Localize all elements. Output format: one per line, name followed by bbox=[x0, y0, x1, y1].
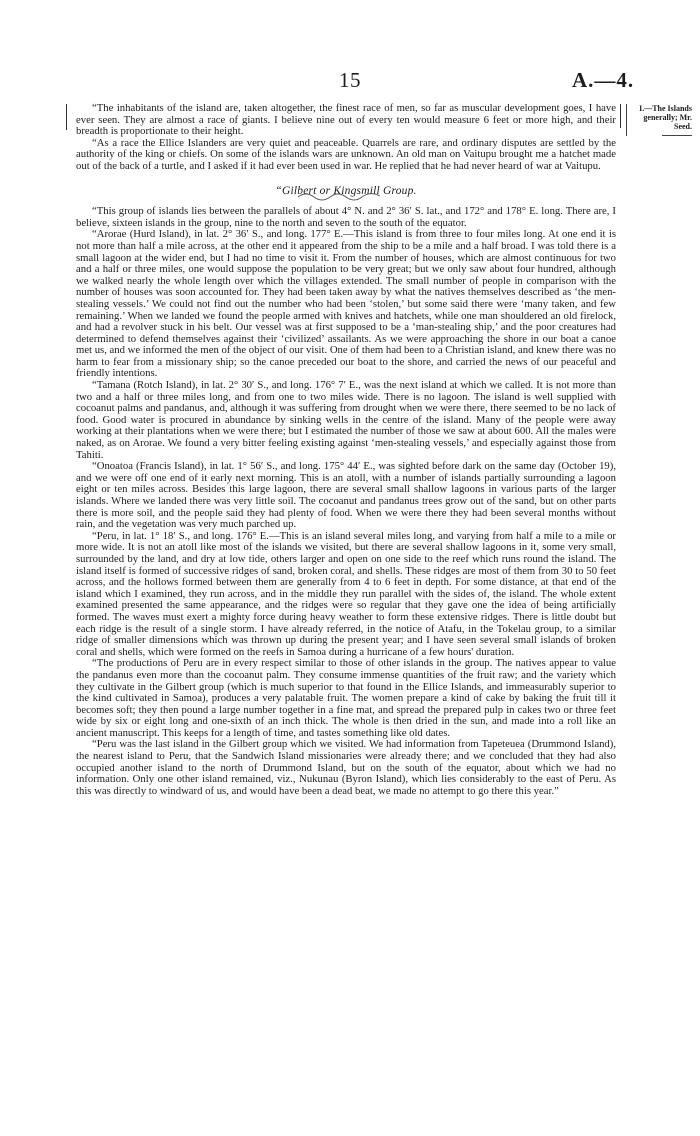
paragraph: “This group of islands lies between the parallels of about 4° N. and 2° 36′ S. lat., and 172° and 178° E. long. There are, I believe, sixteen islands in the group, nine to the north and seven to the south of the equator. bbox=[76, 205, 616, 229]
paragraph: “Peru, in lat. 1° 18′ S., and long. 176° E.—This is an island several miles long, and varying from half a mile to a mile or more wide. It is not an atoll like most of the islands we visited, but there are several shallow lagoons in it, some very small, surrounded by the land, and dry at low tide, others larger and open on one side to the reef which runs round the island. The island itself is formed of successive ridges of sand, broken coral, and shells. These ridges are most of them from 30 to 50 feet across, and the hollows formed between them are generally from 4 to 6 feet in depth. For some distance, at that end of the island which I examined, they run across, and in the middle they run parallel with the sides of, the island. The whole extent examined presented the same appearance, and the ridges were so regular that they gave one the idea of being artificially formed. The waves must exert a mighty force during heavy weather to form these extensive ridges. There is little doubt but each ridge is the result of a single storm. I have already referred, in the notice of Atafu, in the Tokelau group, to a similar ridge of smaller dimensions which was thrown up during the present year; and I have seen several small islands of broken coral and shells, which were formed on the reefs in Samoa during a hurricane of a few hours' duration. bbox=[76, 529, 616, 658]
paragraph: “Peru was the last island in the Gilbert group which we visited. We had information from Tapeteuea (Drummond Island), the nearest island to Peru, that the Sandwich Island missionaries were already there; and we concluded that they had also occupied another island to the north of Drummond Island, but on the south of the equator, about which we had no information. Only one other island remained, viz., Nukunau (Byron Island), which lies considerably to the east of Peru. As this was directly to windward of us, and would have been a dead beat, we made no attempt to go there this year.” bbox=[76, 738, 616, 797]
vertical-rule-right bbox=[620, 104, 621, 128]
paragraph: “Onoatoa (Francis Island), in lat. 1° 56′ S., and long. 175° 44′ E., was sighted before dark on the same day (October 19), and we were off one end of it early next morning. This is an atoll, with a number of islands partially surrounding a lagoon eight or ten miles across. Besides this large lagoon, there are several small shallow lagoons in various parts of the larger islands. Where we landed there was very little soil. The cocoanut and pandanus trees grow out of the sand, but on other parts there is more soil, and the people said they had plenty of food. When we were there they had been several months without rain, and the vegetation was very much parched up. bbox=[76, 460, 616, 531]
paragraph: “Arorae (Hurd Island), in lat. 2° 36′ S., and long. 177° E.—This island is from three to four miles long. At one end it is not more than half a mile across, at the other end it appeared from the ship to be a mile and a half broad. I was told there is a small lagoon at the wider end, but I had no time to visit it. From the number of houses, which are almost continuous for two and a half or three miles, one would suppose the population to be very great; but we only saw about four hundred, although we walked nearly the whole length over which the villages extended. The small number of people in comparison with the number of houses was soon accounted for. They had been taken away by what the natives themselves described as ‘the men-stealing vessels.’ We could not find out the number who had been ‘stolen,’ but some said there were ‘many taken, and few remaining.’ When we landed we found the people armed with knives and hatchets, while one man shouldered an old firelock, and had a revolver stuck in his belt. Our vessel was at first supposed to be a ‘man-stealing ship,’ and the poor creatures had determined to defend themselves against their ‘civilized’ assailants. As we were approaching the shore in our boat a canoe met us, and we informed the men of the object of our visit. One of them had been to a Christian island, and knew there was no harm to fear from a missionary ship; so the canoe preceded our boat to the shore, and carried the news of our peaceful and friendly intentions. bbox=[76, 228, 616, 380]
page-number: 15 bbox=[339, 68, 361, 92]
vertical-rule-left bbox=[66, 104, 67, 130]
paragraph: “The productions of Peru are in every respect similar to those of other islands in the group. The natives appear to value the pandanus even more than the cocoanut palm. They consume immense quantities of the fruit raw; and the variety which they cultivate in the Gilbert group (which is much superior to that found in the Ellice Islands, and immeasurably superior to the kind cultivated in Samoa), produces a very palatable fruit. The women prepare a kind of cake by baking the fruit till it becomes soft; they then pound a large number together in a fine mat, and spread the prepared pulp in cakes two or three feet wide by six or eight long and one-sixth of an inch thick. The whole is then dried in the sun, and made into a roll like an ancient manuscript. This keeps for a length of time, and tastes something like old dates. bbox=[76, 657, 616, 739]
page-reference: A.—4. bbox=[572, 68, 635, 92]
paragraph: “As a race the Ellice Islanders are very quiet and peaceable. Quarrels are rare, and ordinary disputes are settled by the authority of the king or chiefs. On some of the islands wars are unknown. An old man on Vaitupu brought me a hatchet made out of the back of a turtle, and I asked if it had ever been used in war. He replied that he had never heard of war at Vaitupu. bbox=[76, 136, 616, 172]
paragraph: “Tamana (Rotch Island), in lat. 2° 30′ S., and long. 176° 7′ E., was the next island at which we called. It is not more than two and a half or three miles long, and from one to two miles wide. There is no lagoon. The island is well supplied with cocoanut palms and pandanus, and, although it was suffering from drought when we were there, there seemed to be no lack of food. Good water is procured in abundance by sinking wells in the centre of the island. Many of the people were away working at their plantations when we were there; but I estimated the number of those we saw at about 600. All the males were naked, as on Arorae. We found a very bitter feeling existing against ‘men-stealing vessels,’ and especially against those from Tahiti. bbox=[76, 379, 616, 461]
main-text bbox=[76, 103, 616, 797]
margin-note: I.—The Islands generally; Mr. Seed. bbox=[626, 104, 692, 136]
paragraph: “The inhabitants of the island are, taken altogether, the finest race of men, so far as muscular development goes, I have ever seen. They are almost a race of giants. I believe nine out of every ten would measure 6 feet or more high, and their breadth is proportionate to their height. bbox=[76, 102, 616, 138]
section-heading: “Gilbert or Kingsmill Group. bbox=[275, 184, 417, 197]
